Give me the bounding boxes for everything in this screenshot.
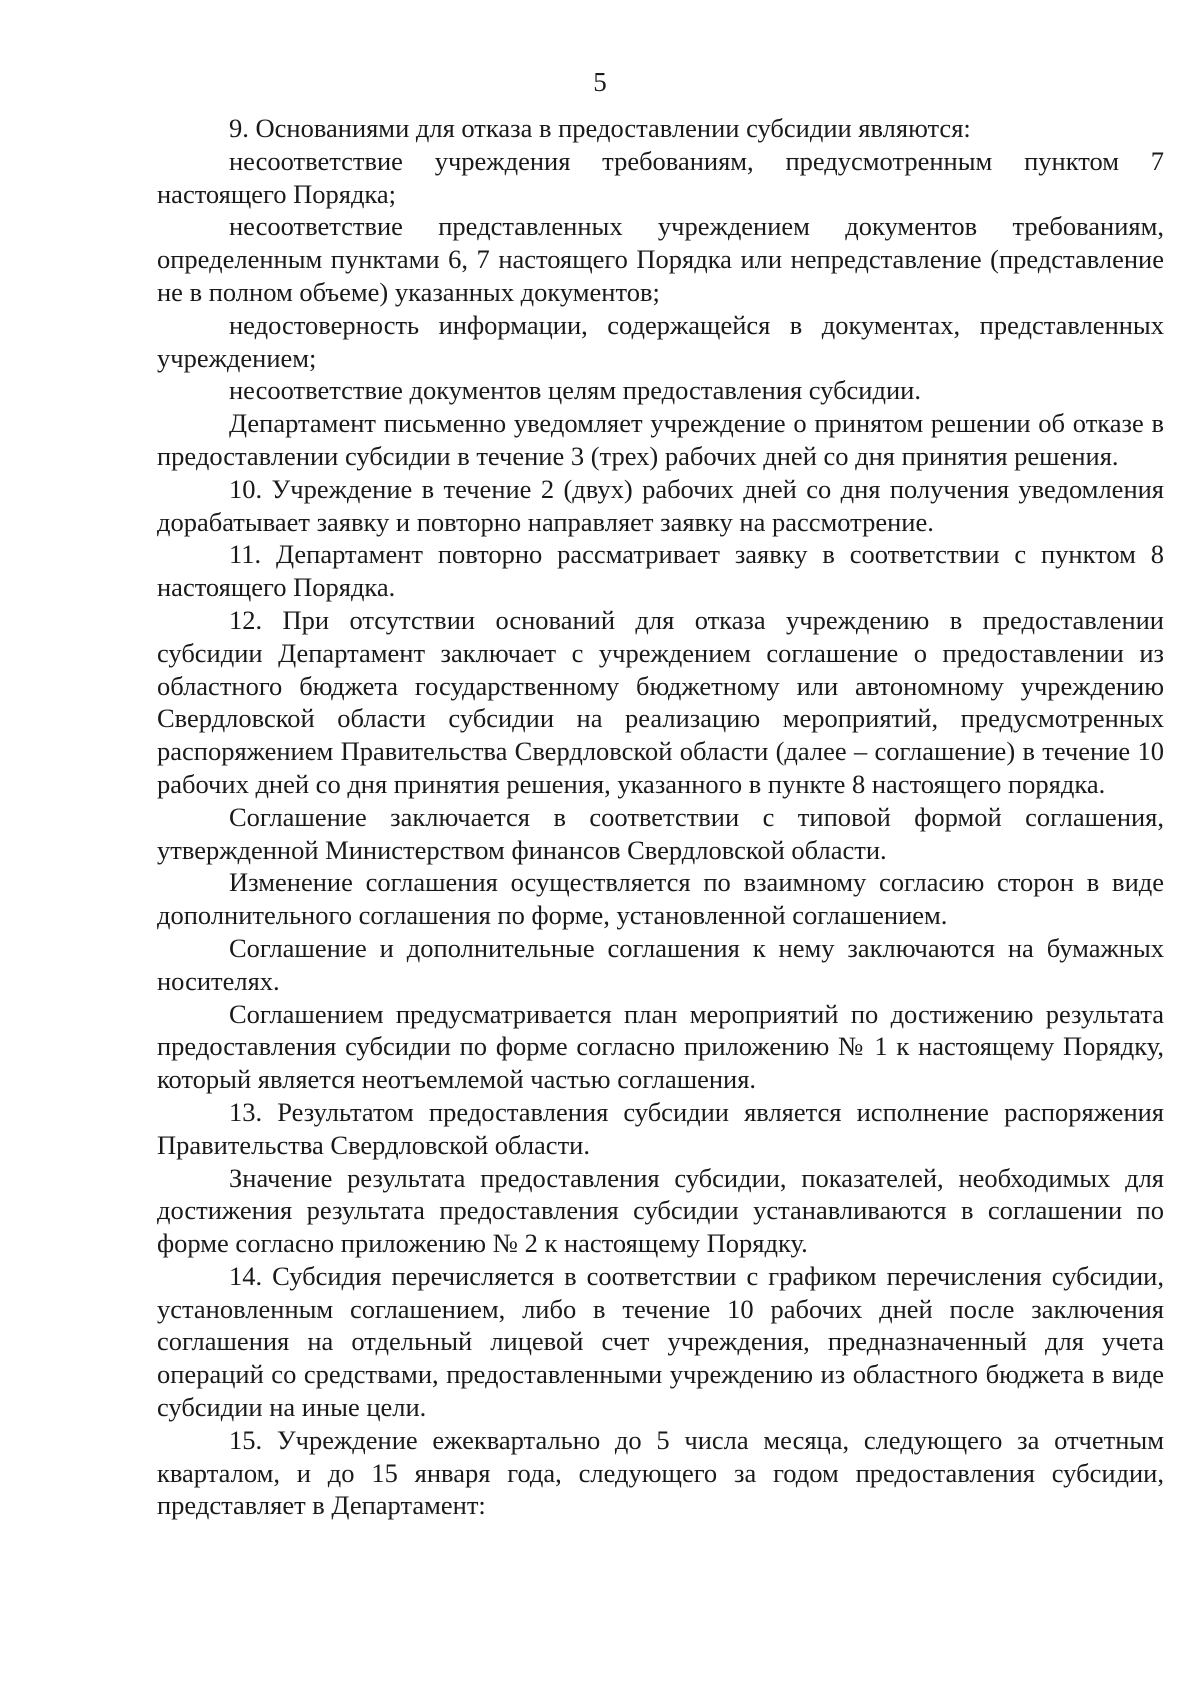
paragraph-refusal-reason-1: несоответствие учреждения требованиям, предусмотренным пунктом 7 настоящего Порядка; (157, 145, 1164, 209)
paragraph-agreement-plan: Соглашением предусматривается план мероприятий по достижению результата предоставления субсидии по форме согласно приложению № 1 к настоящему Порядку, который является неотъемлемой частью соглашения. (157, 998, 1164, 1095)
paragraph-refusal-reason-2: несоответствие представленных учреждением документов требованиям, определенным пунктами 6, 7 настоящего Порядка или непредставление (представление не в полном объеме) указанных документов; (157, 211, 1164, 307)
paragraph-agreement-change: Изменение соглашения осуществляется по взаимному согласию сторон в виде дополнительного соглашения по форме, установленной соглашением. (157, 867, 1164, 931)
paragraph-9-heading: 9. Основаниями для отказа в предоставлении субсидии являются: (229, 113, 971, 143)
paragraph-refusal-notice: Департамент письменно уведомляет учреждение о принятом решении об отказе в предоставлении субсидии в течение 3 (трех) рабочих дней со дня принятия решения. (157, 408, 1164, 471)
paragraph-10: 10. Учреждение в течение 2 (двух) рабочих дней со дня получения уведомления дорабатывает заявку и повторно направляет заявку на рассмотрение. (157, 473, 1164, 537)
paragraph-refusal-reason-3: недостоверность информации, содержащейся в документах, представленных учреждением; (157, 309, 1164, 373)
paragraph-refusal-reason-4: несоответствие документов целям предоставления субсидии. (229, 375, 921, 406)
page-number: 5 (593, 67, 607, 97)
paragraph-14: 14. Субсидия перечисляется в соответствии с графиком перечисления субсидии, установленным соглашением, либо в течение 10 рабочих дней после заключения соглашения на отдельный лицевой счет учреждения, предназначенный для учета операций со средствами, предоставленными учреждению из областного бюджета в виде субсидии на иные цели. (157, 1260, 1164, 1423)
paragraph-13: 13. Результатом предоставления субсидии является исполнение распоряжения Правительства Свердловской области. (157, 1096, 1164, 1160)
paragraph-12: 12. При отсутствии оснований для отказа учреждению в предоставлении субсидии Департамент заключает с учреждением соглашение о предоставлении из областного бюджета государственному бюджетному или автономному учреждению Свердловской области субсидии на реализацию мероприятий, предусмотренных распоряжением Правительства Свердловской области (далее – соглашение) в течение 10 рабочих дней со дня принятия решения, указанного в пункте 8 настоящего порядка. (157, 604, 1164, 799)
paragraph-result-value: Значение результата предоставления субсидии, показателей, необходимых для достижения результата предоставления субсидии устанавливаются в соглашении по форме согласно приложению № 2 к настоящему Порядку. (157, 1162, 1164, 1259)
paragraph-15: 15. Учреждение ежеквартально до 5 числа месяца, следующего за отчетным кварталом, и до 15 января года, следующего за годом предоставления субсидии, представляет в Департамент: (157, 1424, 1164, 1521)
paragraph-agreement-paper: Соглашение и дополнительные соглашения к нему заключаются на бумажных носителях. (157, 932, 1164, 996)
paragraph-agreement-form: Соглашение заключается в соответствии с типовой формой соглашения, утвержденной Министерством финансов Свердловской области. (157, 801, 1164, 865)
document-body (157, 112, 1164, 1522)
paragraph-11: 11. Департамент повторно рассматривает заявку в соответствии с пунктом 8 настоящего Порядка. (157, 539, 1164, 603)
